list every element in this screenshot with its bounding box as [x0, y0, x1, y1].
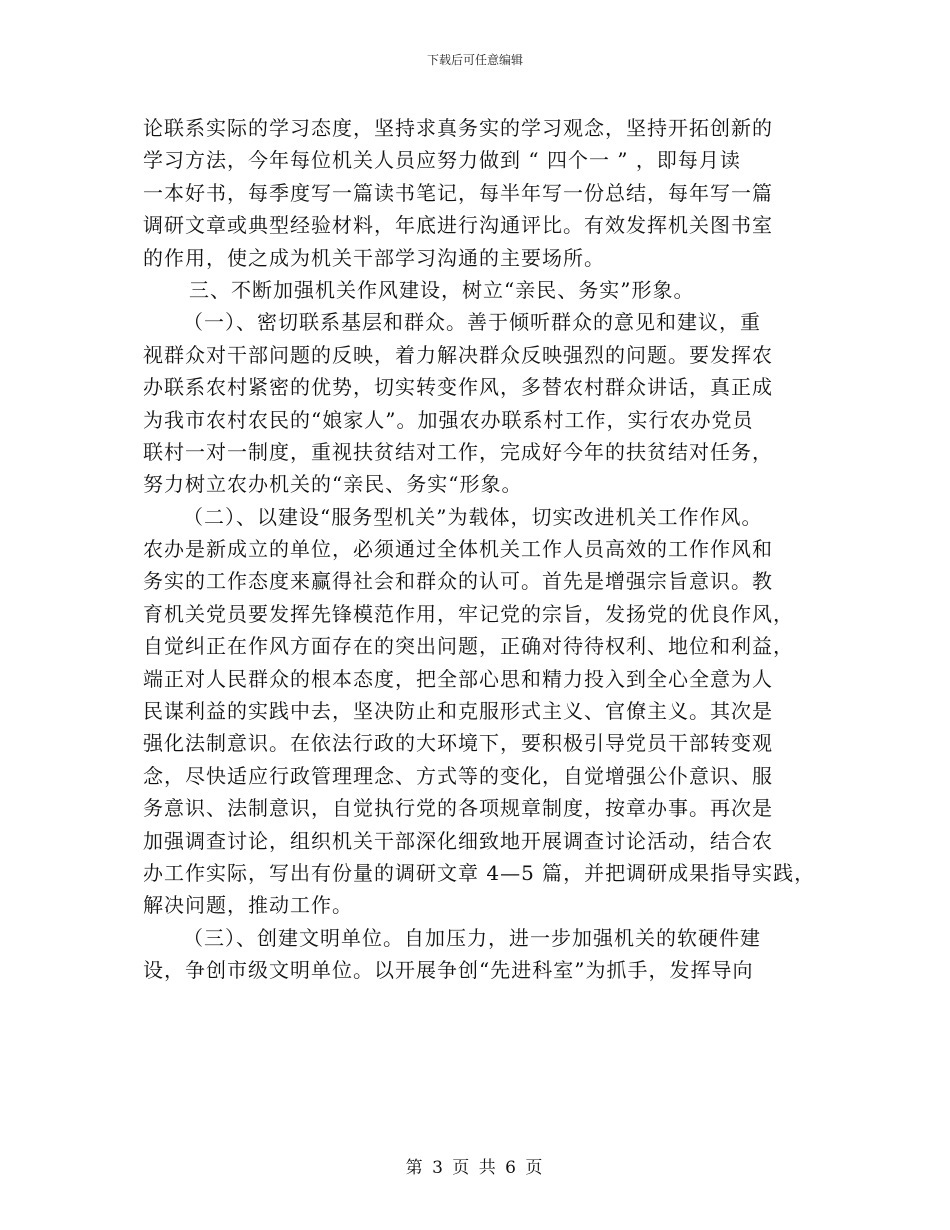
text-line: 一本好书，每季度写一篇读书笔记，每半年写一份总结，每年写一篇 — [143, 180, 773, 205]
text-line: 强化法制意识。在依法行政的大环境下，要积极引导党员干部转变观 — [143, 731, 773, 756]
document-body — [143, 112, 816, 987]
text-line: 务实的工作态度来赢得社会和群众的认可。首先是增强宗旨意识。教 — [143, 569, 773, 594]
text-line: 办工作实际，写出有份量的调研文章 4—5 篇，并把调研成果指导实践， — [143, 860, 816, 885]
text-line: 努力树立农办机关的“亲民、务实“形象。 — [143, 472, 523, 497]
text-line: 学习方法，今年每位机关人员应努力做到 “ 四个一 ” ，即每月读 — [143, 148, 741, 173]
text-line: 自觉纠正在作风方面存在的突出问题，正确对待待权利、地位和利益， — [143, 634, 794, 659]
page-footer: 第 3 页 共 6 页 — [405, 1158, 545, 1178]
text-line: 民谋利益的实践中去，坚决防止和克服形式主义、官僚主义。其次是 — [143, 699, 773, 724]
page-header: 下载后可任意编辑 — [426, 53, 523, 67]
section-heading: 三、不断加强机关作风建设，树立“亲民、务实”形象。 — [189, 277, 695, 302]
subsection-heading: （一）、密切联系基层和群众。善于倾听群众的意见和建议，重 — [183, 310, 761, 335]
text-line: 办联系农村紧密的优势，切实转变作风，多替农村群众讲话，真正成 — [143, 375, 773, 400]
text-line: 为我市农村农民的“娘家人”。加强农办联系村工作，实行农办党员 — [143, 407, 754, 432]
subsection-heading: （三）、创建文明单位。自加压力，进一步加强机关的软硬件建 — [183, 925, 761, 950]
text-line: 加强调查讨论，组织机关干部深化细致地开展调查讨论活动，结合农 — [143, 828, 773, 853]
text-line: 联村一对一制度，重视扶贫结对工作，完成好今年的扶贫结对任务， — [143, 439, 773, 464]
text-line: 农办是新成立的单位，必须通过全体机关工作人员高效的工作作风和 — [143, 537, 773, 562]
text-line: 设，争创市级文明单位。以开展争创“先进科室”为抓手，发挥导向 — [143, 958, 754, 983]
text-line: 育机关党员要发挥先锋模范作用，牢记党的宗旨，发扬党的优良作风， — [143, 601, 794, 626]
text-line: 论联系实际的学习态度，坚持求真务实的学习观念，坚持开拓创新的 — [143, 116, 773, 140]
text-line: 端正对人民群众的根本态度，把全部心思和精力投入到全心全意为人 — [143, 666, 773, 691]
subsection-heading: （二）、以建设“服务型机关”为载体，切实改进机关工作作风。 — [183, 504, 763, 529]
text-line: 务意识、法制意识，自觉执行党的各项规章制度，按章办事。再次是 — [143, 796, 773, 821]
text-line: 解决问题，推动工作。 — [143, 893, 353, 918]
text-line: 念，尽快适应行政管理理念、方式等的变化，自觉增强公仆意识、服 — [143, 763, 773, 788]
text-line: 调研文章或典型经验材料，年底进行沟通评比。有效发挥机关图书室 — [143, 213, 773, 238]
text-line: 的作用，使之成为机关干部学习沟通的主要场所。 — [143, 245, 605, 270]
text-line: 视群众对干部问题的反映，着力解决群众反映强烈的问题。要发挥农 — [143, 342, 773, 367]
